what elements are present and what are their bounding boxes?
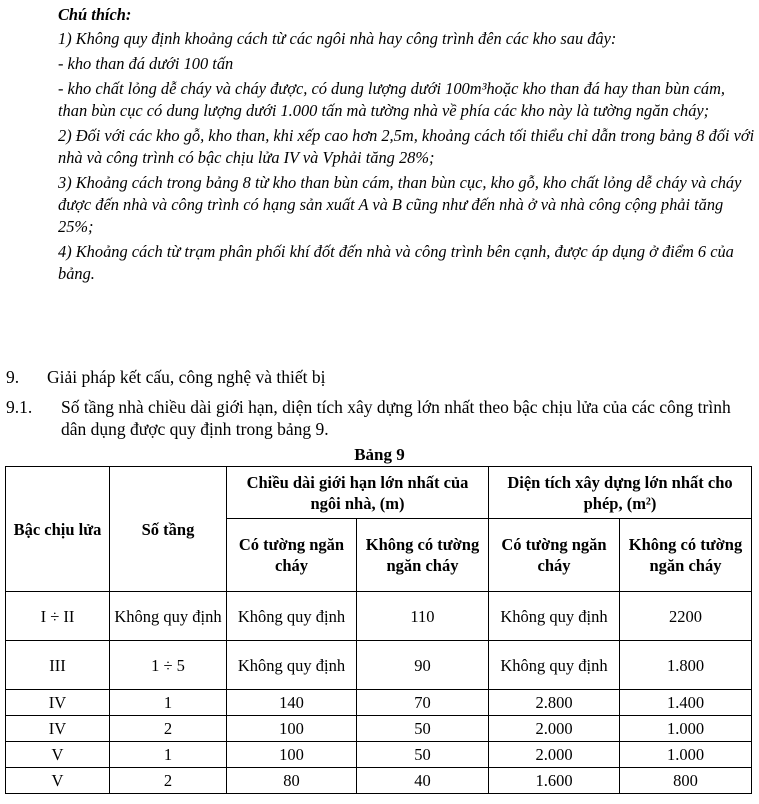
table-cell: IV [6,690,110,716]
table-cell: 2.000 [489,742,620,768]
table-cell: 2 [110,716,227,742]
table-cell: 1 [110,742,227,768]
table-cell: 1.400 [620,690,752,716]
table-cell: 50 [357,742,489,768]
table-cell: 100 [227,742,357,768]
table-row [6,716,752,742]
table-cell: Không quy định [110,592,227,641]
table-cell: 1 [110,690,227,716]
table-cell: 100 [227,716,357,742]
section-9-1-paragraph [0,396,759,440]
table-row [6,690,752,716]
table-row [6,742,752,768]
fire-rating-table [5,466,752,794]
table-cell: 2 [110,768,227,794]
header-without-wall: Không có tường ngăn cháy [620,519,752,592]
table-cell: V [6,768,110,794]
note-item: 2) Đối với các kho gỗ, kho than, khi xếp cao hơn 2,5m, khoảng cách tối thiểu chỉ dẫn trong bảng 8 đối với nhà và công trình có bậc chịu lửa IV và Vphải tăng 28%; [58,126,755,167]
table-cell: Không quy định [489,592,620,641]
table-cell: 110 [357,592,489,641]
table-cell: 40 [357,768,489,794]
header-without-wall: Không có tường ngăn cháy [357,519,489,592]
section-title: Giải pháp kết cấu, công nghệ và thiết bị [47,367,326,387]
table-row [6,641,752,690]
table-cell: IV [6,716,110,742]
section-9-heading [0,366,759,388]
header-max-area: Diện tích xây dựng lớn nhất cho phép, (m²) [489,467,752,519]
table-cell: 140 [227,690,357,716]
table-cell: 90 [357,641,489,690]
table-cell: I ÷ II [6,592,110,641]
table-cell: 1.800 [620,641,752,690]
header-max-length: Chiều dài giới hạn lớn nhất của ngôi nhà, (m) [227,467,489,519]
table-cell: 2.800 [489,690,620,716]
table-cell: 2200 [620,592,752,641]
table-cell: 70 [357,690,489,716]
section-number: 9. [6,367,20,387]
section-number: 9.1. [6,397,33,417]
note-item: 3) Khoảng cách trong bảng 8 từ kho than bùn cám, than bùn cục, kho gỗ, kho chất lỏng dễ cháy và cháy được đến nhà và công trình có hạng sản xuất A và B cũng như đến nhà ở và nhà công cộng phải tăng 25%; [58,173,742,236]
table-cell: 80 [227,768,357,794]
table-title: Bảng 9 [354,445,405,464]
table-cell: Không quy định [489,641,620,690]
table-cell: 1.000 [620,742,752,768]
table-cell: 1.600 [489,768,620,794]
note-item: 1) Không quy định khoảng cách từ các ngôi nhà hay công trình đên các kho sau đây: [58,29,617,48]
table-cell: 1.000 [620,716,752,742]
note-item: 4) Khoảng cách từ trạm phân phối khí đốt đến nhà và công trình bên cạnh, được áp dụng ở điểm 6 của bảng. [58,242,734,283]
notes-section [58,4,755,288]
table-cell: 800 [620,768,752,794]
table-cell: Không quy định [227,641,357,690]
table-cell: 50 [357,716,489,742]
notes-title: Chú thích: [58,5,132,24]
note-item: - kho chất lỏng dễ cháy và cháy được, có dung lượng dưới 100m³hoặc kho than đá hay than bùn cám, than bùn cục có dung lượng dưới 1.000 tấn mà tường nhà về phía các kho này là tường ngăn cháy; [58,79,726,120]
note-item: - kho than đá dưới 100 tấn [58,54,234,73]
header-floors: Số tầng [110,467,227,592]
table-cell: 2.000 [489,716,620,742]
table-cell: 1 ÷ 5 [110,641,227,690]
table-cell: V [6,742,110,768]
table-row [6,592,752,641]
header-with-wall: Có tường ngăn cháy [489,519,620,592]
table-cell: Không quy định [227,592,357,641]
header-fire-rating: Bậc chịu lửa [6,467,110,592]
header-with-wall: Có tường ngăn cháy [227,519,357,592]
section-text: Số tầng nhà chiều dài giới hạn, diện tích xây dựng lớn nhất theo bậc chịu lửa của các công trình dân dụng được quy định trong bảng 9. [61,397,731,439]
table-row [6,768,752,794]
table-cell: III [6,641,110,690]
